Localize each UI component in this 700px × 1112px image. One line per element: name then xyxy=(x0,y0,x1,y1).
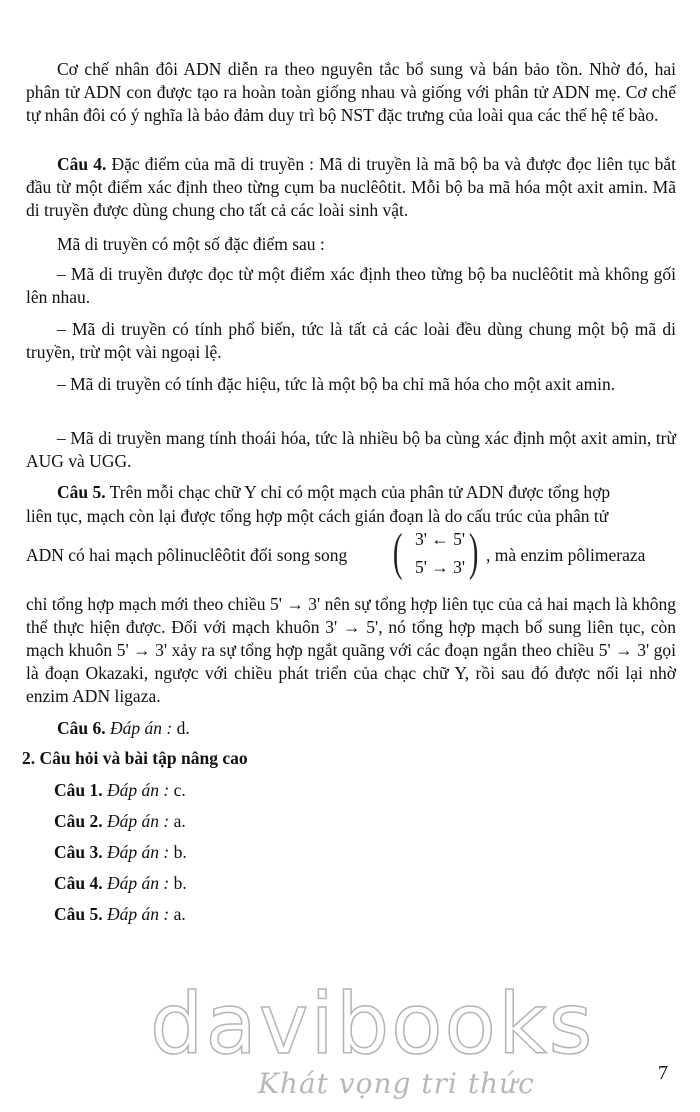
paragraph-cau4 xyxy=(26,153,676,222)
answer-value: b. xyxy=(169,842,187,862)
answer-label: Đáp án : xyxy=(110,718,173,738)
paragraph-cau5-line1 xyxy=(26,481,676,504)
watermark-logo xyxy=(150,975,595,1100)
answer-label: Đáp án : xyxy=(107,780,170,800)
answer-row-4 xyxy=(54,872,187,895)
question-text: , mà enzim pôlimeraza xyxy=(486,545,646,565)
answer-question-label: Câu 1. xyxy=(54,780,103,800)
answer-label: Đáp án : xyxy=(107,811,170,831)
paragraph-cau5-rest xyxy=(26,593,676,708)
features-intro-text: Mã di truyền có một số đặc điểm sau : xyxy=(57,234,325,254)
feature-item-4 xyxy=(26,427,676,473)
feature-item-1 xyxy=(26,263,676,309)
matrix-row-top: 3' ← 5' xyxy=(415,529,466,549)
answer-value: a. xyxy=(169,904,186,924)
answer-question-label: Câu 3. xyxy=(54,842,103,862)
matrix-row-bottom: 5' → 3' xyxy=(415,557,466,577)
feature-item-text: – Mã di truyền được đọc từ một điểm xác định theo từng bộ ba nuclêôtit mà không gối lên nhau. xyxy=(26,264,676,307)
answer-row-2 xyxy=(54,810,186,833)
left-paren: ( xyxy=(392,524,403,581)
question-text: Đặc điểm của mã di truyền : Mã di truyền là mã bộ ba và được đọc liên tục bắt đầu từ một điểm xác định theo từng cụm ba nuclêôtit. Mỗi bộ ba mã hóa một axit amin. Mã di truyền được dùng chung cho tất cả các loài sinh vật. xyxy=(26,154,676,220)
watermark-tagline: Khát vọng tri thức xyxy=(258,1067,535,1100)
answer-label: Đáp án : xyxy=(107,904,170,924)
features-intro xyxy=(26,233,676,256)
question-text: chỉ tổng hợp mạch mới theo chiều 5' → 3' nên sự tổng hợp liên tục của cả hai mạch là không thể thực hiện được. Đối với mạch khuôn 3' → 5', nó tổng hợp mạch bổ sung liên tục, còn mạch khuôn 5' → 3' xảy ra sự tổng hợp ngắt quãng với các đoạn ngắn theo chiều 5' → 3' gọi là đoạn Okazaki, ngược với chiều phát triển của chạc chữ Y, rồi sau đó được nối lại nhờ enzim ADN ligaza. xyxy=(26,594,676,706)
answer-value: b. xyxy=(169,873,187,893)
paragraph-replication xyxy=(26,58,676,127)
feature-item-3 xyxy=(26,373,676,396)
watermark-brand: davibooks xyxy=(150,975,595,1073)
answer-value: d. xyxy=(172,718,190,738)
answer-value: a. xyxy=(169,811,186,831)
answer-label: Đáp án : xyxy=(107,873,170,893)
answer-row-3 xyxy=(54,841,187,864)
question-text: Trên mỗi chạc chữ Y chỉ có một mạch của phân tử ADN được tổng hợp xyxy=(105,482,611,502)
question-text: liên tục, mạch còn lại được tổng hợp một cách gián đoạn là do cấu trúc của phân tử xyxy=(26,506,609,526)
answer-question-label: Câu 4. xyxy=(54,873,103,893)
answer-value: c. xyxy=(169,780,186,800)
question-label: Câu 5. xyxy=(57,482,106,502)
paragraph-cau5-line3-end xyxy=(486,544,645,567)
feature-item-text: – Mã di truyền có tính phổ biến, tức là tất cả các loài đều dùng chung một bộ mã di truyền, trừ một vài ngoại lệ. xyxy=(26,319,676,362)
paragraph-cau5-line3 xyxy=(26,544,347,567)
right-paren: ) xyxy=(468,524,479,581)
feature-item-2 xyxy=(26,318,676,364)
strand-direction-matrix xyxy=(392,524,487,583)
paragraph-cau6 xyxy=(26,717,676,740)
section-heading: 2. Câu hỏi và bài tập nâng cao xyxy=(22,748,248,768)
answer-question-label: Câu 2. xyxy=(54,811,103,831)
feature-item-text: – Mã di truyền có tính đặc hiệu, tức là một bộ ba chỉ mã hóa cho một axit amin. xyxy=(57,374,616,394)
page-number: 7 xyxy=(658,1062,668,1084)
feature-item-text: – Mã di truyền mang tính thoái hóa, tức là nhiều bộ ba cùng xác định một axit amin, trừ AUG và UGG. xyxy=(26,428,676,471)
answer-row-1 xyxy=(54,779,186,802)
paragraph-cau5-line2 xyxy=(26,505,608,528)
question-label: Câu 4. xyxy=(57,154,107,174)
answer-row-5 xyxy=(54,903,186,926)
question-label: Câu 6. xyxy=(57,718,106,738)
answer-label: Đáp án : xyxy=(107,842,170,862)
paragraph-replication-text: Cơ chế nhân đôi ADN diễn ra theo nguyên tắc bổ sung và bán bảo tồn. Nhờ đó, hai phân tử ADN con được tạo ra hoàn toàn giống nhau và giống với phân tử ADN mẹ. Cơ chế tự nhân đôi có ý nghĩa là bảo đảm duy trì bộ NST đặc trưng của loài qua các thế hệ tế bào. xyxy=(26,59,676,125)
question-text: ADN có hai mạch pôlinuclêôtit đối song song xyxy=(26,545,348,565)
answer-question-label: Câu 5. xyxy=(54,904,103,924)
